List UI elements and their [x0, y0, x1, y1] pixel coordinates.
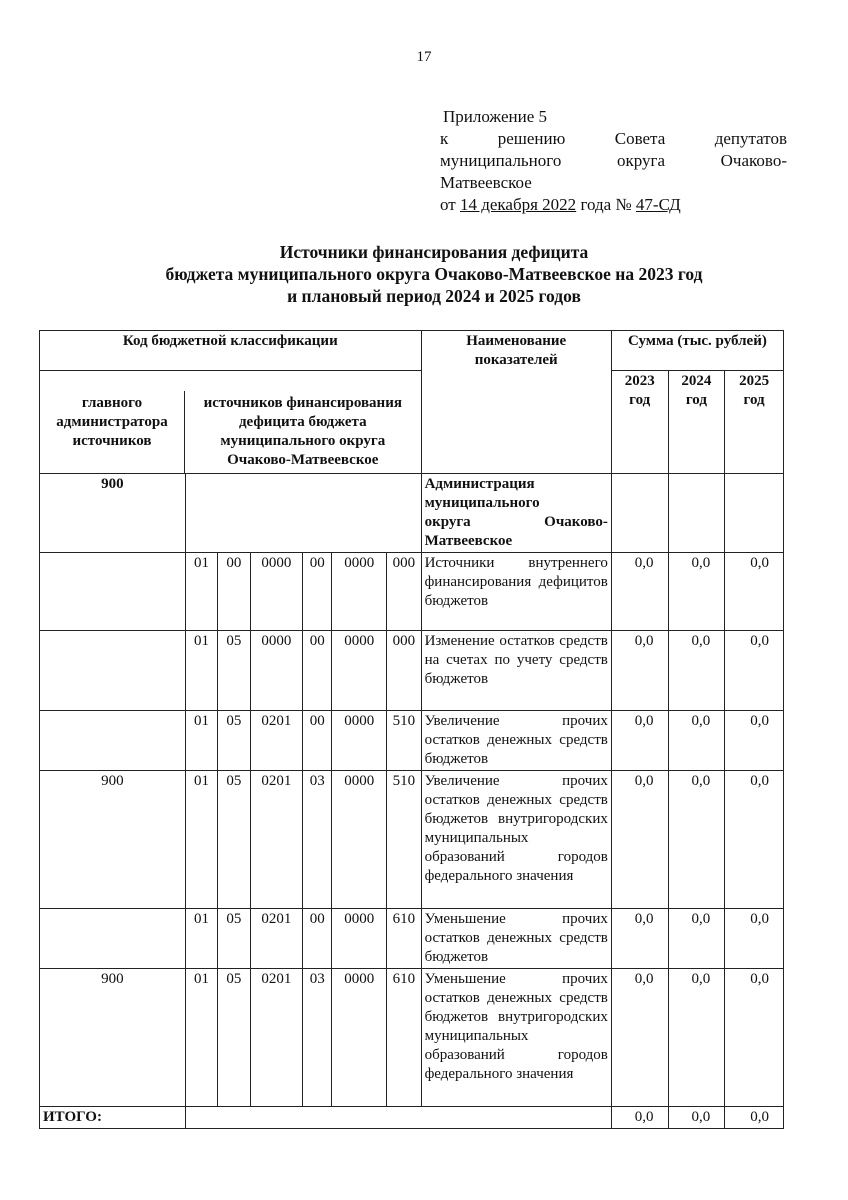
- source-code-part-5: 0000: [332, 771, 387, 909]
- table-row: [40, 631, 784, 711]
- amount-2025-cell: 0,0: [725, 909, 784, 969]
- admin-code-cell: [40, 909, 186, 969]
- source-code-part-4: 00: [303, 711, 332, 771]
- admin-code-cell: [40, 631, 186, 711]
- source-code-part-4: 00: [303, 631, 332, 711]
- page-number: 17: [416, 49, 432, 65]
- source-code-part-6: 510: [387, 711, 421, 771]
- appendix-line-district-end: Матвеевское: [440, 173, 532, 192]
- header-indicator-name: Наименование показателей: [421, 331, 611, 474]
- appendix-line-decision: к решению Совета депутатов: [440, 129, 787, 148]
- header-year-2025: 2025 год: [725, 371, 784, 474]
- admin-code-cell: [40, 553, 186, 631]
- source-code-part-3: 0201: [250, 771, 303, 909]
- source-code-part-3: 0201: [250, 711, 303, 771]
- source-code-part-2: 05: [218, 711, 250, 771]
- source-code-part-2: 00: [218, 553, 250, 631]
- decision-date: 14 декабря 2022: [459, 195, 577, 214]
- indicator-name-cell: Изменение остатков средств на счетах по учету средств бюджетов: [421, 631, 611, 711]
- source-code-part-1: 01: [185, 553, 217, 631]
- header-chief-administrator: главного администратора источников: [40, 391, 185, 473]
- amount-2025-cell: 0,0: [725, 711, 784, 771]
- appendix-line-district: муниципального округа Очаково-: [440, 151, 787, 170]
- indicator-name-cell: Источники внутреннего финансирования дефицитов бюджетов: [421, 553, 611, 631]
- amount-2024-cell: 0,0: [668, 969, 725, 1107]
- source-code-part-2: 05: [218, 969, 250, 1107]
- source-code-part-6: 000: [387, 553, 421, 631]
- table-row: [40, 771, 784, 909]
- source-code-part-5: 0000: [332, 909, 387, 969]
- amount-2024-cell: 0,0: [668, 553, 725, 631]
- header-year-2024: 2024 год: [668, 371, 725, 474]
- admin-code: 900: [40, 474, 186, 553]
- source-code-part-1: 01: [185, 969, 217, 1107]
- table-row-administration: [40, 474, 784, 553]
- source-code-part-4: 00: [303, 909, 332, 969]
- header-year-2023: 2023 год: [611, 371, 668, 474]
- amount-2025-cell: 0,0: [725, 631, 784, 711]
- amount-2024-cell: 0,0: [668, 909, 725, 969]
- amount-2023-cell: 0,0: [611, 631, 668, 711]
- source-code-part-6: 510: [387, 771, 421, 909]
- amount-2023-cell: 0,0: [611, 909, 668, 969]
- appendix-title: Приложение 5: [443, 107, 547, 126]
- header-amount: Сумма (тыс. рублей): [611, 331, 783, 371]
- table-row: [40, 553, 784, 631]
- source-code-part-5: 0000: [332, 969, 387, 1107]
- source-code-part-6: 610: [387, 969, 421, 1107]
- amount-2023-cell: 0,0: [611, 553, 668, 631]
- total-label: ИТОГО:: [40, 1107, 186, 1129]
- source-code-part-6: 610: [387, 909, 421, 969]
- indicator-name-cell: Уменьшение прочих остатков денежных средств бюджетов внутригородских муниципальных образований городов федерального значения: [421, 969, 611, 1107]
- source-code-part-2: 05: [218, 771, 250, 909]
- table-row: [40, 711, 784, 771]
- source-code-part-5: 0000: [332, 631, 387, 711]
- total-2023: 0,0: [611, 1107, 668, 1129]
- table-row-total: [40, 1107, 784, 1129]
- amount-2024-cell: 0,0: [668, 771, 725, 909]
- source-code-part-1: 01: [185, 771, 217, 909]
- source-code-part-4: 03: [303, 771, 332, 909]
- source-code-part-2: 05: [218, 631, 250, 711]
- source-code-part-4: 03: [303, 969, 332, 1107]
- table-row: [40, 969, 784, 1107]
- header-budget-code: Код бюджетной классификации: [40, 331, 422, 371]
- amount-2024-cell: 0,0: [668, 711, 725, 771]
- total-2025: 0,0: [725, 1107, 784, 1129]
- source-code-part-3: 0000: [250, 631, 303, 711]
- amount-2025-cell: 0,0: [725, 553, 784, 631]
- admin-code-cell: 900: [40, 969, 186, 1107]
- amount-2023-cell: 0,0: [611, 771, 668, 909]
- source-code-part-1: 01: [185, 909, 217, 969]
- budget-sources-table: [39, 330, 784, 1129]
- source-code-part-5: 0000: [332, 711, 387, 771]
- amount-2023-cell: 0,0: [611, 711, 668, 771]
- indicator-name-cell: Увеличение прочих остатков денежных средств бюджетов внутригородских муниципальных образований городов федерального значения: [421, 771, 611, 909]
- amount-2024-cell: 0,0: [668, 631, 725, 711]
- source-code-part-3: 0201: [250, 969, 303, 1107]
- amount-2023-cell: 0,0: [611, 969, 668, 1107]
- source-code-part-1: 01: [185, 631, 217, 711]
- header-financing-sources: источников финансирования дефицита бюджета муниципального округа Очаково-Матвеевское: [203, 395, 402, 468]
- source-code-part-3: 0201: [250, 909, 303, 969]
- source-code-part-3: 0000: [250, 553, 303, 631]
- source-code-part-6: 000: [387, 631, 421, 711]
- admin-code-cell: [40, 711, 186, 771]
- source-code-part-5: 0000: [332, 553, 387, 631]
- indicator-name-cell: Увеличение прочих остатков денежных средств бюджетов: [421, 711, 611, 771]
- total-2024: 0,0: [668, 1107, 725, 1129]
- source-code-part-1: 01: [185, 711, 217, 771]
- decision-number: 47-СД: [635, 195, 681, 214]
- source-code-part-2: 05: [218, 909, 250, 969]
- indicator-name-cell: Уменьшение прочих остатков денежных средств бюджетов: [421, 909, 611, 969]
- source-code-part-4: 00: [303, 553, 332, 631]
- appendix-block: [440, 106, 787, 216]
- appendix-line-date: от 14 декабря 2022 года № 47-СД: [440, 195, 681, 214]
- amount-2025-cell: 0,0: [725, 771, 784, 909]
- amount-2025-cell: 0,0: [725, 969, 784, 1107]
- admin-code-cell: 900: [40, 771, 186, 909]
- admin-name: Администрация муниципального округа Очаково- Матвеевское: [421, 474, 611, 553]
- document-title: Источники финансирования дефицита бюджета муниципального округа Очаково-Матвеевское на 2023 год и плановый период 2024 и 2025 годов: [165, 242, 703, 306]
- table-row: [40, 909, 784, 969]
